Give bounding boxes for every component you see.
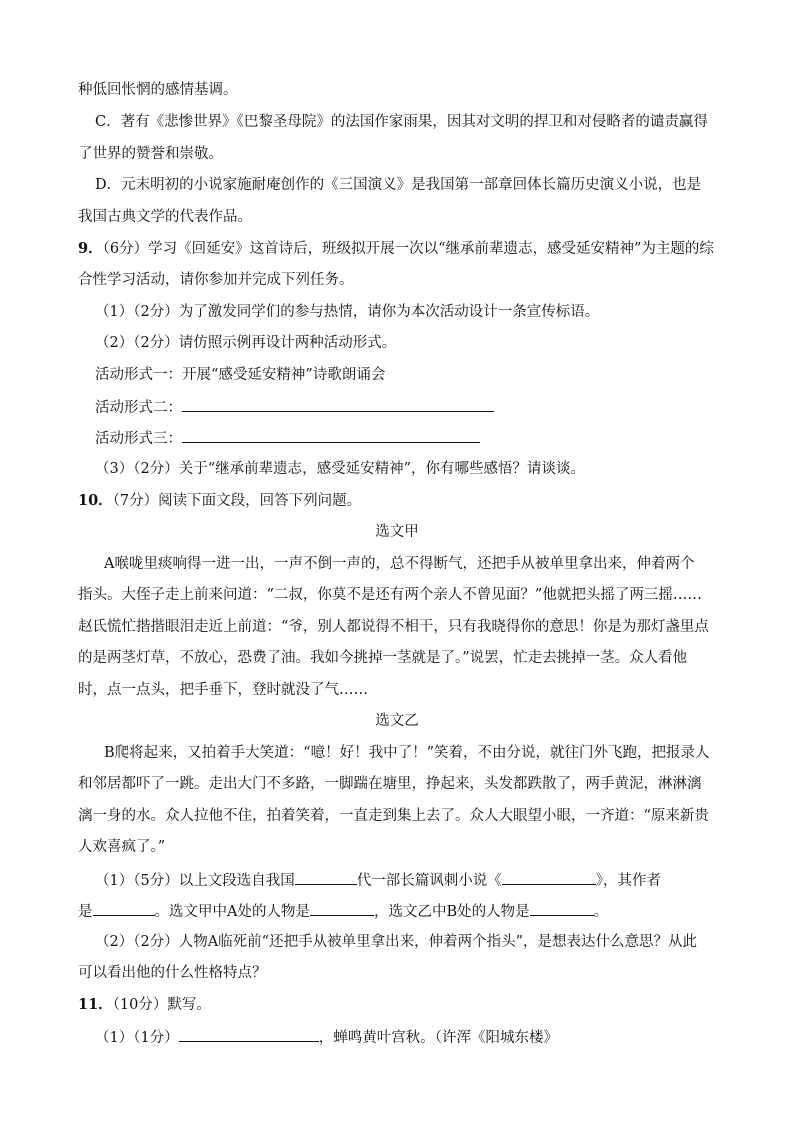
q9-sub3: （3）（2分）关于“继承前辈遗志，感受延安精神”，你有哪些感悟？请谈谈。 bbox=[95, 461, 586, 477]
passage-b-line4: 人欢喜疯了。” bbox=[78, 839, 166, 855]
q10-sub1-line2: 是 。选文甲中A处的人物是 ，选文乙中B处的人物是 。 bbox=[78, 901, 608, 921]
q8-tone-line: 种低回怅惘的感情基调。 bbox=[78, 82, 238, 98]
q9-sub1: （1）（2分）为了激发同学们的参与热情，请你为本次活动设计一条宣传标语。 bbox=[95, 304, 600, 320]
q8-option-d-line1: D．元末明初的小说家施耐庵创作的《三国演义》是我国第一部章回体长篇历史演义小说，也是 bbox=[95, 177, 702, 193]
passage-a-line3: 赵氏慌忙揩揩眼泪走近上前道：“爷，别人都说得不相干，只有我晓得你的意思！你是为那灯盏里点 bbox=[78, 619, 709, 635]
q9-stem-line2: 合性学习活动，请你参加并完成下列任务。 bbox=[78, 272, 354, 288]
q8-option-d-line2: 我国古典文学的代表作品。 bbox=[78, 209, 252, 225]
q11-stem: 11．（10分）默写。 bbox=[78, 996, 211, 1013]
character-b-blank[interactable] bbox=[530, 901, 594, 916]
q9-form3-answer-blank[interactable] bbox=[182, 428, 480, 443]
q9-number: 9． bbox=[78, 240, 103, 257]
novel-title-blank[interactable] bbox=[502, 870, 596, 885]
passage-a-line2: 指头。大侄子走上前来问道：“二叔，你莫不是还有两个亲人不曾见面？”他就把头摇了两三摇…… bbox=[78, 587, 702, 603]
q10-sub2-line1: （2）（2分）人物A临死前“还把手从被单里拿出来，伸着两个指头”，是想表达什么意思？从此 bbox=[95, 934, 697, 950]
passage-a-line5: 时，点一点头，把手垂下，登时就没了气…… bbox=[78, 682, 368, 698]
q8-option-c-line1: C．著有《悲惨世界》《巴黎圣母院》的法国作家雨果，因其对文明的捍卫和对侵略者的谴责赢得 bbox=[95, 114, 708, 130]
q11-number: 11． bbox=[78, 996, 113, 1013]
passage-b-title: 选文乙 bbox=[375, 713, 419, 729]
passage-a-line4: 的是两茎灯草，不放心，恐费了油。我如今挑掉一茎就是了。”说罢，忙走去挑掉一茎。众人看他 bbox=[78, 650, 688, 666]
q9-form2-answer-blank[interactable] bbox=[182, 397, 494, 412]
passage-b-line2: 和邻居都吓了一跳。走出大门不多路，一脚踹在塘里，挣起来，头发都跌散了，两手黄泥，淋淋漓 bbox=[78, 776, 702, 792]
q10-sub1-line1: （1）（5分）以上文段选自我国 代一部长篇讽刺小说《 》，其作者 bbox=[95, 870, 661, 890]
q9-activity-form2: 活动形式二： bbox=[95, 397, 494, 417]
q10-number: 10． bbox=[78, 492, 113, 509]
q9-activity-form1: 活动形式一：开展“感受延安精神”诗歌朗诵会 bbox=[95, 367, 386, 383]
q8-option-c-line2: 了世界的赞誉和崇敬。 bbox=[78, 146, 223, 162]
q10-stem: 10．（7分）阅读下面文段，回答下列问题。 bbox=[78, 492, 362, 509]
character-a-blank[interactable] bbox=[310, 901, 374, 916]
passage-b-line1: B爬将起来，又拍着手大笑道：“噫！好！我中了！”笑着，不由分说，就往门外飞跑，把报录人 bbox=[104, 745, 710, 761]
poem-line-blank[interactable] bbox=[179, 1027, 319, 1042]
q9-sub2: （2）（2分）请仿照示例再设计两种活动形式。 bbox=[95, 335, 397, 351]
author-blank[interactable] bbox=[93, 901, 155, 916]
passage-b-line3: 漓一身的水。众人拉他不住，拍着笑着，一直走到集上去了。众人大眼望小眼，一齐道：“原来新贵 bbox=[78, 808, 709, 824]
passage-a-line1: A喉咙里痰响得一进一出，一声不倒一声的，总不得断气，还把手从被单里拿出来，伸着两个 bbox=[104, 556, 695, 572]
q9-stem-line1: 9．（6分）学习《回延安》这首诗后，班级拟开展一次以“继承前辈遗志，感受延安精神”为主题的综 bbox=[78, 240, 714, 257]
dynasty-blank[interactable] bbox=[295, 870, 357, 885]
q9-activity-form3: 活动形式三： bbox=[95, 428, 480, 448]
q10-sub2-line2: 可以看出他的什么性格特点？ bbox=[78, 965, 267, 981]
passage-a-title: 选文甲 bbox=[375, 524, 419, 540]
q11-sub1: （1）（1分） ，蝉鸣黄叶宫秋。（许浑《阳城东楼》 bbox=[95, 1027, 558, 1047]
